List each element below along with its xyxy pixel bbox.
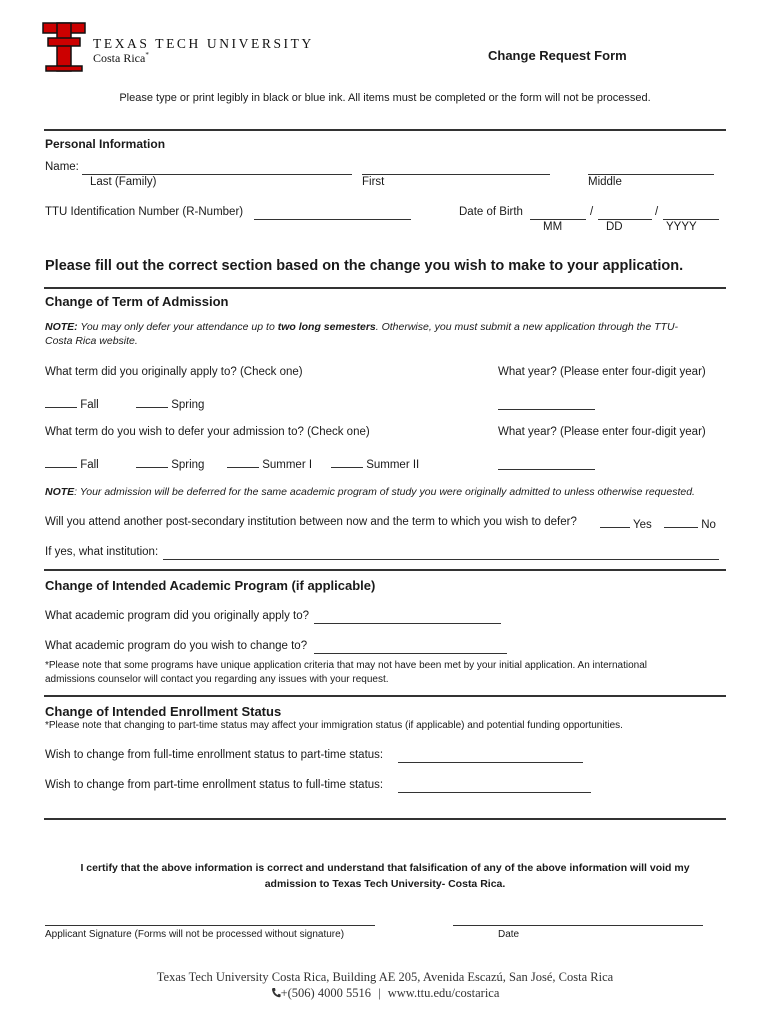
dob-month-field[interactable] xyxy=(530,219,586,220)
part-to-full-field[interactable] xyxy=(398,792,591,793)
attend-yes-option[interactable]: Yes xyxy=(600,516,652,531)
dob-label: Date of Birth xyxy=(459,206,523,218)
defer-fall-option[interactable]: Fall xyxy=(45,456,99,471)
dob-separator: / xyxy=(655,206,659,218)
term-section-heading: Change of Term of Admission xyxy=(45,294,229,309)
original-program-question: What academic program did you originally apply to? xyxy=(45,610,309,622)
defer-year-question: What year? (Please enter four-digit year) xyxy=(498,426,706,438)
attend-question: Will you attend another post-secondary institution between now and the term to which you wish to defer? xyxy=(45,516,577,528)
defer-term-question: What term do you wish to defer your admission to? (Check one) xyxy=(45,426,370,438)
r-number-field[interactable] xyxy=(254,219,411,220)
attend-no-option[interactable]: No xyxy=(664,516,716,531)
term-note-line2: Costa Rica website. xyxy=(45,335,138,347)
divider xyxy=(44,695,726,697)
institution-field[interactable] xyxy=(163,559,719,560)
full-to-part-field[interactable] xyxy=(398,762,583,763)
signature-field[interactable] xyxy=(45,925,375,926)
defer-year-field[interactable] xyxy=(498,469,595,470)
dob-year-field[interactable] xyxy=(663,219,719,220)
original-year-question: What year? (Please enter four-digit year) xyxy=(498,366,706,378)
program-note-line1: *Please note that some programs have unique application criteria that may not have been met by your initial application. An international xyxy=(45,660,648,671)
new-program-question: What academic program do you wish to change to? xyxy=(45,640,308,652)
original-year-field[interactable] xyxy=(498,409,595,410)
defer-summer1-option[interactable]: Summer I xyxy=(227,456,312,471)
institution-label: If yes, what institution: xyxy=(45,546,159,558)
personal-info-heading: Personal Information xyxy=(45,137,166,151)
divider xyxy=(44,287,726,289)
form-title: Change Request Form xyxy=(488,48,627,63)
defer-summer2-option[interactable]: Summer II xyxy=(331,456,419,471)
dob-mm-label: MM xyxy=(543,221,563,233)
certification-statement: I certify that the above information is correct and understand that falsification of any of the above information will void my admission to Texas Tech University- Costa Rica. xyxy=(80,862,690,890)
dob-yyyy-label: YYYY xyxy=(666,221,697,233)
divider xyxy=(44,129,726,131)
ttu-double-t-logo xyxy=(42,22,86,72)
full-to-part-question: Wish to change from full-time enrollment status to part-time status: xyxy=(45,749,384,761)
footer-address: Texas Tech University Costa Rica, Building AE 205, Avenida Escazú, San José, Costa Rica xyxy=(156,970,614,984)
signature-label: Applicant Signature (Forms will not be processed without signature) xyxy=(45,929,345,940)
defer-note: NOTE: Your admission will be deferred for the same academic program of study you were originally admitted to unless otherwise requested. xyxy=(45,486,695,498)
campus-name: Costa Rica* xyxy=(93,51,149,65)
middle-name-label: Middle xyxy=(588,176,622,188)
date-field[interactable] xyxy=(453,925,703,926)
program-section-heading: Change of Intended Academic Program (if applicable) xyxy=(45,578,376,593)
section-instruction-heading: Please fill out the correct section based on the change you wish to make to your application. xyxy=(45,258,684,274)
phone-icon xyxy=(271,987,281,998)
middle-name-field[interactable] xyxy=(588,174,714,175)
form-instructions: Please type or print legibly in black or blue ink. All items must be completed or the form will not be processed. xyxy=(119,92,651,104)
last-name-field[interactable] xyxy=(82,174,352,175)
defer-spring-option[interactable]: Spring xyxy=(136,456,204,471)
original-term-question: What term did you originally apply to? (Check one) xyxy=(45,366,303,378)
orig-spring-option[interactable]: Spring xyxy=(136,396,204,411)
last-name-label: Last (Family) xyxy=(90,176,157,188)
date-label: Date xyxy=(498,929,520,940)
term-note-line1: NOTE: You may only defer your attendance up to two long semesters. Otherwise, you must submit a new application through the TTU- xyxy=(45,321,679,333)
divider xyxy=(44,818,726,820)
website-link[interactable]: www.ttu.edu/costarica xyxy=(387,986,500,1000)
university-name: TEXAS TECH UNIVERSITY xyxy=(93,36,314,51)
first-name-field[interactable] xyxy=(362,174,550,175)
r-number-label: TTU Identification Number (R-Number) xyxy=(45,206,244,218)
enrollment-section-heading: Change of Intended Enrollment Status xyxy=(45,704,282,719)
name-label: Name: xyxy=(45,161,79,173)
dob-day-field[interactable] xyxy=(598,219,652,220)
dob-separator: / xyxy=(590,206,594,218)
program-note-line2: admissions counselor will contact you regarding any issues with your request. xyxy=(45,674,389,685)
divider xyxy=(44,569,726,571)
orig-fall-option[interactable]: Fall xyxy=(45,396,99,411)
dob-dd-label: DD xyxy=(606,221,623,233)
footer-contact: +(506) 4000 5516 | www.ttu.edu/costarica xyxy=(0,986,770,1001)
part-to-full-question: Wish to change from part-time enrollment status to full-time status: xyxy=(45,779,384,791)
enrollment-note: *Please note that changing to part-time status may affect your immigration status (if applicable) and potential funding opportunities. xyxy=(45,720,623,731)
first-name-label: First xyxy=(362,176,385,188)
new-program-field[interactable] xyxy=(314,653,507,654)
original-program-field[interactable] xyxy=(314,623,501,624)
